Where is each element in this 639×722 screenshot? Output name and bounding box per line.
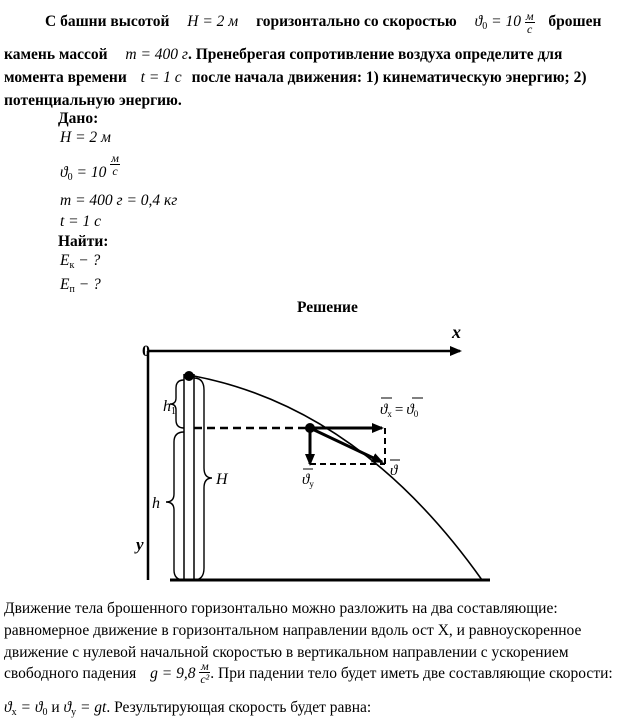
- problem-line-3: момента времени t = 1 с после начала движения: 1) кинематическую энергию; 2): [4, 69, 587, 86]
- body-line-3: движение с нулевой начальной скоростью в вертикальном направлении с ускорением: [4, 644, 569, 661]
- H-brace: [194, 378, 212, 580]
- given-title: Дано:: [58, 110, 99, 127]
- vx-label: $ϑ_x = ϑ_0$: [380, 402, 419, 419]
- find-potential-energy: $E_п$ − ?: [60, 276, 101, 295]
- y-axis-label: y: [136, 535, 144, 554]
- body-line-4: свободного падения g = 9,8 $\frac{м}{\text{с²}}$ . При падении тело будет иметь две составляющие скорости:: [4, 659, 613, 686]
- x-axis-label: x: [452, 322, 461, 342]
- mass-expression: m = 400 г: [125, 46, 188, 63]
- h-label: h: [152, 495, 160, 512]
- stone-start: [184, 371, 194, 381]
- problem-line-1: С башни высотой H = 2 м горизонтально со скоростью $ϑ_0 = 10$ $\frac{м}{с}$ брошен: [45, 9, 602, 36]
- find-kinetic-energy: $E_к$ − ?: [60, 252, 101, 271]
- h-brace: [166, 432, 184, 580]
- height-expression: H = 2 м: [187, 13, 239, 31]
- h1-label: h1: [163, 398, 176, 417]
- time-expression: t = 1 с: [140, 69, 182, 86]
- gravity-expression: g = 9,8: [150, 665, 196, 683]
- find-title: Найти:: [58, 233, 109, 250]
- given-time: t = 1 с: [60, 213, 102, 230]
- H-label: H: [216, 471, 228, 488]
- gravity-unit-fraction: $\frac{м}{\text{с²}}$: [200, 659, 210, 686]
- v-label: ϑ: [390, 463, 398, 479]
- solution-title: Решение: [297, 299, 358, 316]
- speed-unit-fraction: $\frac{м}{с}$: [525, 9, 534, 36]
- problem-line-2: камень массой m = 400 г. Пренебрегая сопротивление воздуха определите для: [4, 46, 563, 63]
- given-height: H = 2 м: [60, 129, 111, 146]
- given-mass: m = 400 г = 0,4 кг: [60, 192, 178, 209]
- vy-label: $ϑ_y$: [302, 472, 314, 489]
- h1-brace: [170, 380, 184, 428]
- trajectory-curve: [194, 376, 482, 580]
- given-speed: $ϑ_0 = 10$ $\frac{м}{с}$: [60, 151, 119, 184]
- origin-label: 0: [142, 343, 150, 360]
- velocity-vector: [310, 428, 382, 462]
- problem-line-4: потенциальную энергию.: [4, 92, 182, 109]
- projectile-diagram: [130, 318, 500, 590]
- body-line-5: $ϑ_x = ϑ_0$ и $ϑ_y$ = gt. Результирующая скорость будет равна:: [4, 699, 372, 718]
- body-line-1: Движение тела брошенного горизонтально можно разложить на два составляющие:: [4, 600, 558, 617]
- body-line-2: равномерное движение в горизонтальном направлении вдоль ост X, и равноускоренное: [4, 622, 582, 639]
- speed-expression: $ϑ_0 = 10$: [474, 13, 521, 33]
